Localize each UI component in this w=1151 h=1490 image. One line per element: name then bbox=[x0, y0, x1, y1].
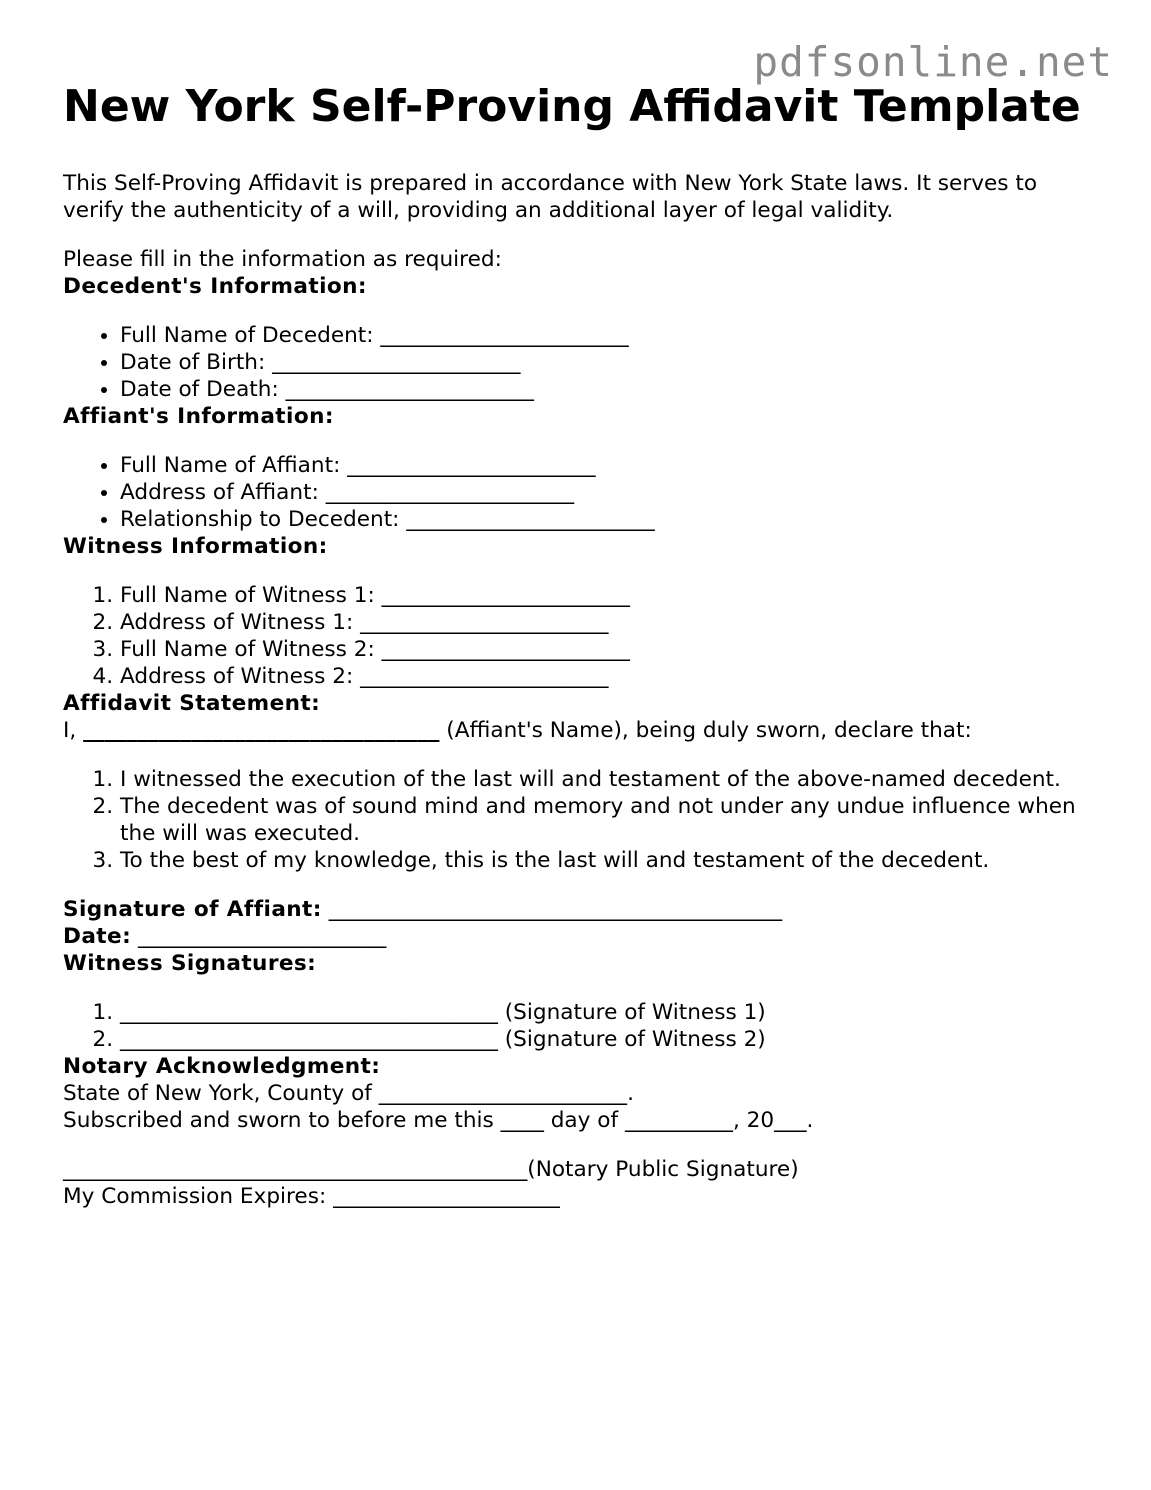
decedent-heading: Decedent's Information: bbox=[63, 274, 367, 299]
notary-sworn-line: Subscribed and sworn to before me this ____ day of __________, 20___. bbox=[63, 1108, 814, 1133]
statement-suffix: (Affiant's Name), being duly sworn, declare that: bbox=[439, 718, 972, 743]
list-item: 2. Address of Witness 1: _______________________ bbox=[120, 609, 1093, 636]
affiant-list bbox=[63, 452, 1093, 533]
list-item: 3. Full Name of Witness 2: _______________________ bbox=[120, 636, 1093, 663]
signature-blank: __________________________________________ bbox=[321, 897, 783, 922]
list-item: 2. ___________________________________ (Signature of Witness 2) bbox=[120, 1026, 1093, 1053]
list-item: 1. Full Name of Witness 1: _______________________ bbox=[120, 582, 1093, 609]
date-label: Date: bbox=[63, 924, 132, 949]
list-item: • Full Name of Decedent: _______________________ bbox=[120, 322, 1093, 349]
witness-signatures-heading: Witness Signatures: bbox=[63, 951, 317, 976]
list-item: 1. ___________________________________ (Signature of Witness 1) bbox=[120, 999, 1093, 1026]
notary-signature-line: ___________________________________________(Notary Public Signature) bbox=[63, 1157, 799, 1182]
list-item: 4. Address of Witness 2: _______________________ bbox=[120, 663, 1093, 690]
list-item: • Relationship to Decedent: _______________________ bbox=[120, 506, 1093, 533]
list-item: 2. The decedent was of sound mind and memory and not under any undue influence when the will was executed. bbox=[120, 793, 1093, 847]
statement-line bbox=[63, 717, 1093, 744]
witness-list bbox=[63, 582, 1093, 690]
list-item: • Address of Affiant: _______________________ bbox=[120, 479, 1093, 506]
date-line bbox=[63, 923, 1093, 950]
notary-commission-line: My Commission Expires: _____________________ bbox=[63, 1184, 560, 1209]
list-item: 3. To the best of my knowledge, this is the last will and testament of the decedent. bbox=[120, 847, 1093, 874]
witness-signatures-list bbox=[63, 999, 1093, 1053]
affiant-heading: Affiant's Information: bbox=[63, 404, 334, 429]
signature-line bbox=[63, 896, 1093, 923]
page-title: New York Self-Proving Affidavit Template bbox=[63, 81, 1081, 132]
witness-heading: Witness Information: bbox=[63, 534, 328, 559]
date-blank: _______________________ bbox=[131, 924, 387, 949]
intro-paragraph: This Self-Proving Affidavit is prepared in accordance with New York State laws. It serves to verify the authenticity of a will, providing an additional layer of legal validity. bbox=[63, 171, 1038, 223]
statement-list bbox=[63, 766, 1093, 874]
list-item: 1. I witnessed the execution of the last will and testament of the above-named decedent. bbox=[120, 766, 1093, 793]
list-item: • Date of Birth: _______________________ bbox=[120, 349, 1093, 376]
document bbox=[63, 80, 1093, 1210]
signature-label: Signature of Affiant: bbox=[63, 897, 322, 922]
watermark: pdfsonline.net bbox=[753, 38, 1113, 86]
statement-prefix: I, bbox=[63, 718, 84, 743]
notary-heading: Notary Acknowledgment: bbox=[63, 1054, 381, 1079]
list-item: • Date of Death: _______________________ bbox=[120, 376, 1093, 403]
decedent-list bbox=[63, 322, 1093, 403]
affiant-name-blank: _________________________________ bbox=[83, 718, 440, 743]
list-item: • Full Name of Affiant: _______________________ bbox=[120, 452, 1093, 479]
statement-heading: Affidavit Statement: bbox=[63, 691, 321, 716]
instruction-text: Please fill in the information as required: bbox=[63, 247, 502, 272]
notary-county-line: State of New York, County of _______________________. bbox=[63, 1081, 634, 1106]
